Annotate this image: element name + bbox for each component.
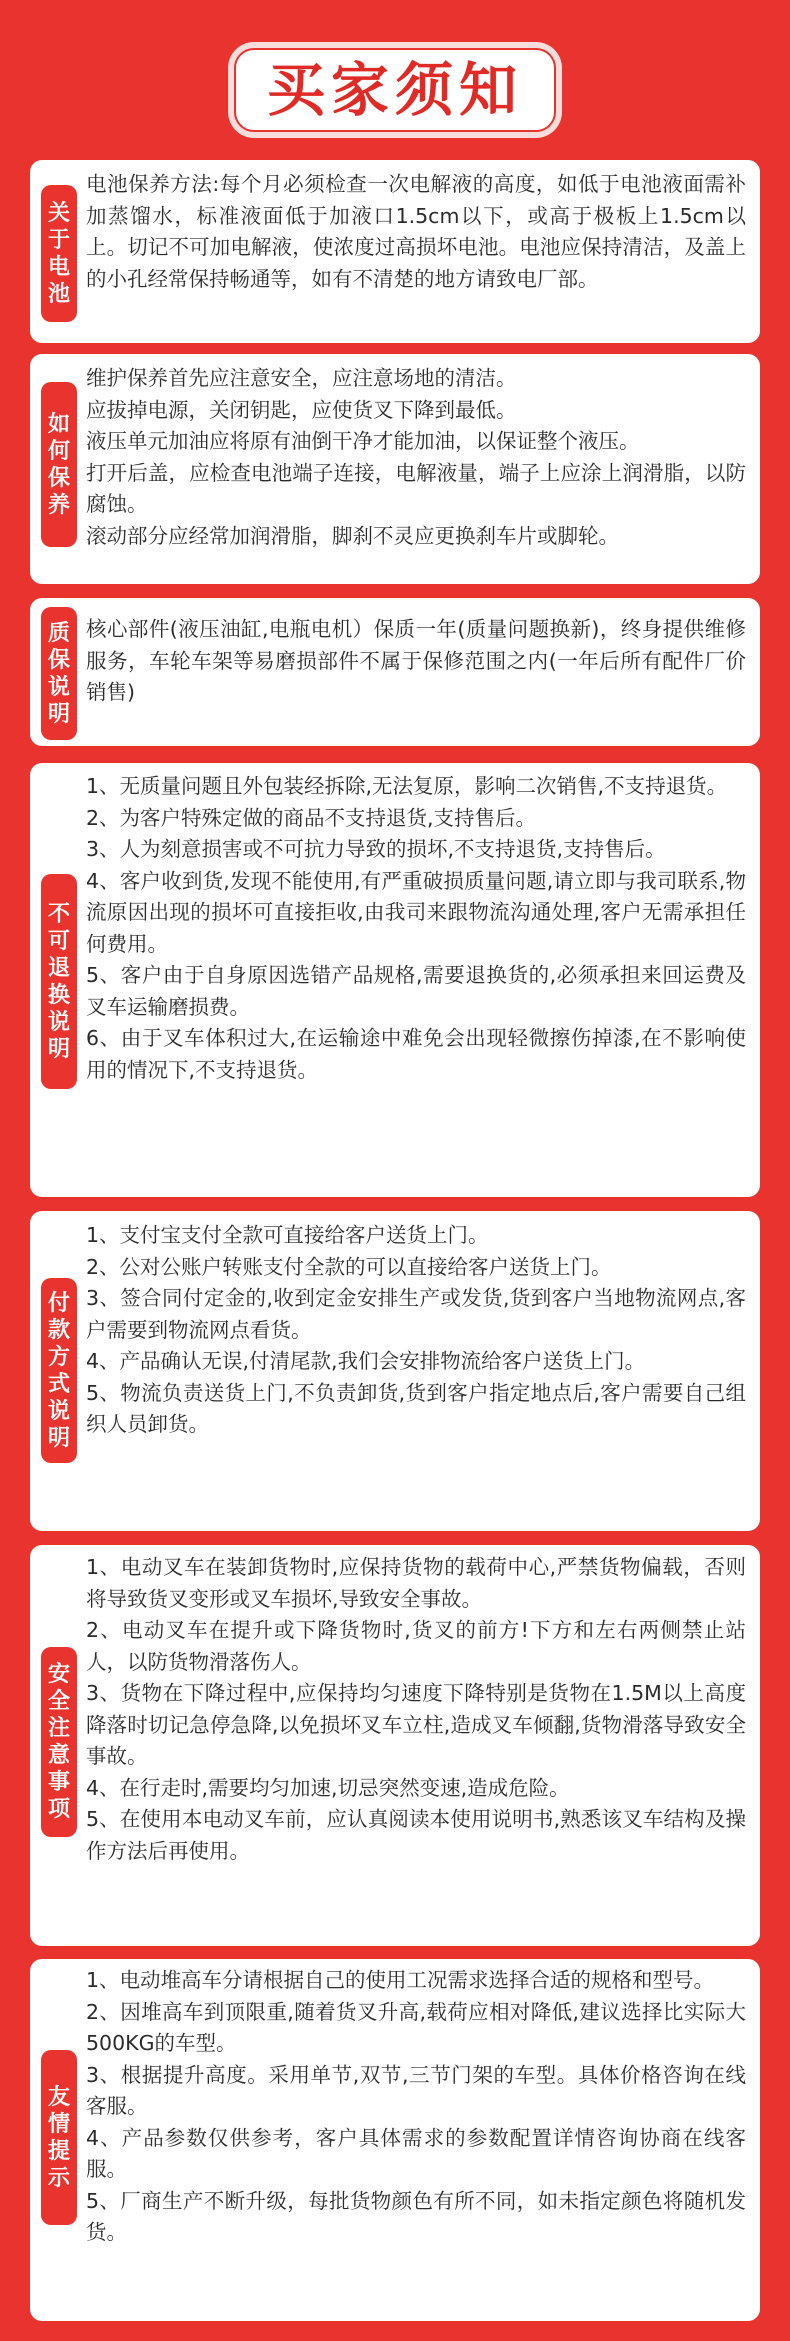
section-line: 4、客户收到货,发现不能使用,有严重破损质量问题,请立即与我司联系,物流原因出现的损坏可直接拒收,由我司来跟物流沟通处理,客户无需承担任何费用。 [86, 868, 746, 956]
page-title: 买家须知 [266, 56, 523, 124]
section-line: 2、因堆高车到顶限重,随着货叉升高,载荷应相对降低,建议选择比实际大500KG的车型。 [86, 1999, 746, 2055]
section-line: 1、电动叉车在装卸货物时,应保持货物的载荷中心,严禁货物偏载，否则将导致货叉变形或叉车损坏,导致安全事故。 [86, 1555, 746, 1611]
section-line: 4、在行走时,需要均匀加速,切忌突然变速,造成危险。 [86, 1775, 570, 1800]
section-line: 1、电动堆高车分请根据自己的使用工况需求选择合适的规格和型号。 [86, 1968, 715, 1992]
section-line: 6、由于叉车体积过大,在运输途中难免会出现轻微擦伤掉漆,在不影响使用的情况下,不支持退货。 [86, 1026, 746, 1082]
section-payment [30, 1211, 760, 1531]
section-line: 打开后盖，应检查电池端子连接，电解液量，端子上应涂上润滑脂，以防腐蚀。 [86, 460, 746, 516]
section-line: 4、产品确认无误,付清尾款,我们会安排物流给客户送货上门。 [86, 1349, 646, 1373]
section-content-no-return [86, 771, 746, 1086]
section-content-battery [86, 169, 746, 295]
section-content-payment [86, 1220, 746, 1441]
section-label-safety: 安 全 注 意 事 项 [41, 1647, 77, 1837]
title-frame [234, 48, 556, 132]
section-line: 滚动部分应经常加润滑脂，脚刹不灵应更换刹车片或脚轮。 [86, 523, 619, 548]
section-line: 3、人为刻意损害或不可抗力导致的损坏,不支持退货,支持售后。 [86, 837, 666, 861]
section-label-maintenance: 如 何 保 养 [41, 382, 77, 547]
section-line: 电池保养方法:每个月必须检查一次电解液的高度，如低于电池液面需补加蒸馏水，标准液面低于加液口1.5cm以下，或高于极板上1.5cm以上。切记不可加电解液，使浓度过高损坏电池。电池应保持清洁，及盖上的小孔经常保持畅通等，如有不清楚的地方请致电厂部。 [86, 172, 746, 291]
section-line: 维护保养首先应注意安全，应注意场地的清洁。 [86, 366, 517, 390]
section-line: 核心部件(液压油缸,电瓶电机）保质一年(质量问题换新)，终身提供维修服务，车轮车架等易磨损部件不属于保修范围之内(一年后所有配件厂价销售) [86, 617, 746, 704]
section-content-warranty [86, 614, 746, 709]
section-line: 5、厂商生产不断升级，每批货物颜色有所不同，如未指定颜色将随机发货。 [86, 2188, 746, 2244]
section-label-payment: 付 款 方 式 说 明 [41, 1278, 77, 1463]
section-warranty [30, 598, 760, 746]
section-line: 应拔掉电源，关闭钥匙，应使货叉下降到最低。 [86, 397, 517, 422]
section-label-battery: 关 于 电 池 [41, 185, 77, 322]
section-line: 2、公对公账户转账支付全款的可以直接给客户送货上门。 [86, 1254, 612, 1279]
section-line: 2、为客户特殊定做的商品不支持退货,支持售后。 [86, 805, 537, 830]
section-content-maintenance [86, 363, 746, 552]
section-content-safety [86, 1552, 746, 1867]
section-label-warranty: 质 保 说 明 [41, 607, 77, 740]
title-banner [228, 42, 562, 138]
section-line: 1、支付宝支付全款可直接给客户送货上门。 [86, 1223, 489, 1247]
section-label-no-return: 不 可 退 换 说 明 [41, 874, 77, 1089]
section-no-return [30, 763, 760, 1197]
section-safety [30, 1545, 760, 1946]
section-tips [30, 1959, 760, 2321]
section-line: 3、签合同付定金的,收到定金安排生产或发货,货到客户当地物流网点,客户需要到物流网点看货。 [86, 1286, 746, 1342]
section-line: 4、产品参数仅供参考，客户具体需求的参数配置详情咨询协商在线客服。 [86, 2125, 746, 2181]
section-line: 3、根据提升高度。采用单节,双节,三节门架的车型。具体价格咨询在线客服。 [86, 2062, 746, 2118]
section-label-tips: 友 情 提 示 [41, 2050, 77, 2225]
section-line: 3、货物在下降过程中,应保持均匀速度下降特别是货物在1.5M以上高度降落时切记急停急降,以免损坏叉车立柱,造成叉车倾翻,货物滑落导致安全事故。 [86, 1681, 746, 1768]
section-maintenance [30, 354, 760, 584]
section-line: 5、物流负责送货上门,不负责卸货,货到客户指定地点后,客户需要自己组织人员卸货。 [86, 1380, 746, 1436]
section-line: 1、无质量问题且外包装经拆除,无法复原，影响二次销售,不支持退货。 [86, 774, 728, 798]
section-content-tips [86, 1965, 746, 2249]
section-line: 液压单元加油应将原有油倒干净才能加油，以保证整个液压。 [86, 429, 640, 453]
section-line: 2、电动叉车在提升或下降货物时,货叉的前方!下方和左右两侧禁止站人，以防货物滑落伤人。 [86, 1618, 746, 1674]
section-line: 5、客户由于自身原因选错产品规格,需要退换货的,必须承担来回运费及叉车运输磨损费。 [86, 963, 746, 1019]
section-line: 5、在使用本电动叉车前，应认真阅读本使用说明书,熟悉该叉车结构及操作方法后再使用。 [86, 1807, 746, 1863]
section-battery [30, 160, 760, 343]
